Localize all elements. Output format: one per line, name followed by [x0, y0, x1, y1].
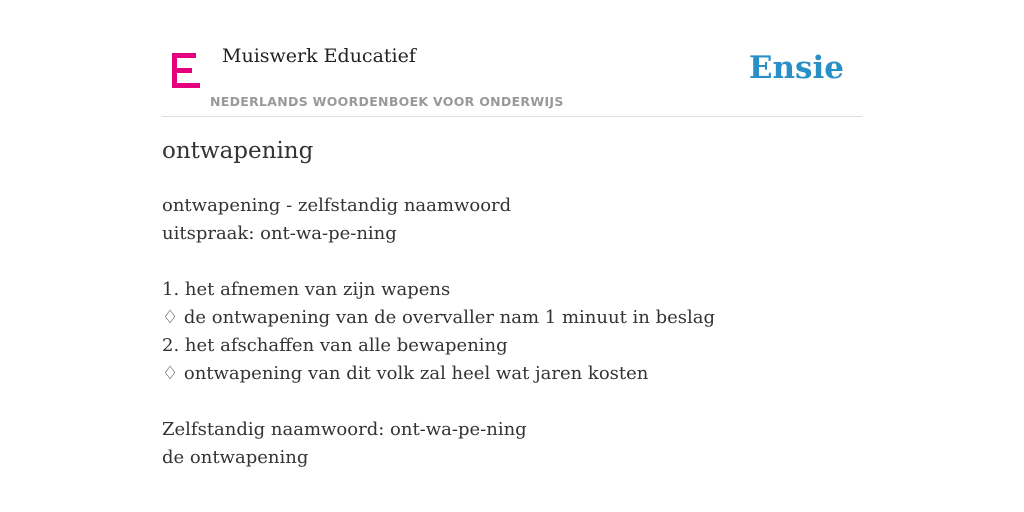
entry-hyphenation: Zelfstandig naamwoord: ont-wa-pe-ning [162, 419, 527, 440]
definition-2: 2. het afschaffen van alle bewapening [162, 335, 508, 356]
muiswerk-logo-icon[interactable] [172, 53, 200, 89]
entry-title: ontwapening [162, 138, 314, 164]
site-header [162, 0, 862, 117]
site-tagline: NEDERLANDS WOORDENBOEK VOOR ONDERWIJS [210, 94, 564, 109]
definition-1: 1. het afnemen van zijn wapens [162, 279, 451, 300]
entry-article-form: de ontwapening [162, 447, 309, 468]
blank-line [162, 248, 862, 276]
entry-word-class: ontwapening - zelfstandig naamwoord [162, 195, 512, 216]
ensie-brand-logo[interactable]: Ensie [748, 50, 844, 86]
entry-pronunciation: uitspraak: ont-wa-pe-ning [162, 223, 397, 244]
example-2: ♢ ontwapening van dit volk zal heel wat jaren kosten [162, 363, 649, 384]
publisher-name[interactable]: Muiswerk Educatief [222, 45, 416, 67]
blank-line [162, 388, 862, 416]
entry-body [162, 192, 862, 472]
example-1: ♢ de ontwapening van de overvaller nam 1 minuut in beslag [162, 307, 716, 328]
